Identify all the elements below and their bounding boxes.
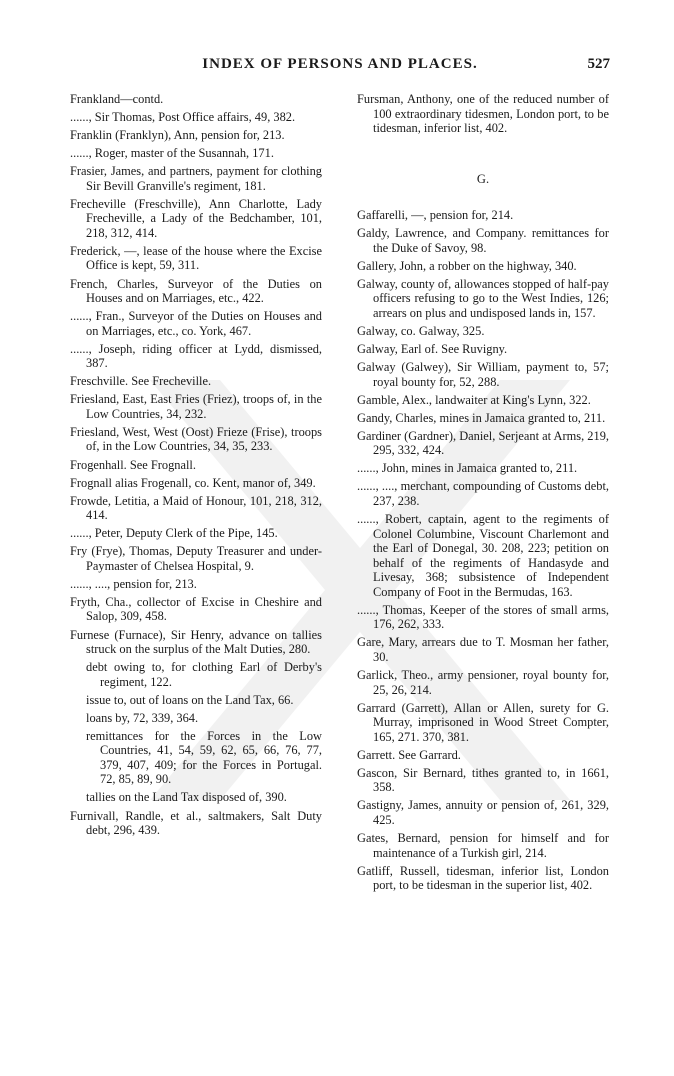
index-entry: Gare, Mary, arrears due to T. Mosman her father, 30. [357, 635, 609, 664]
index-entry: Frasier, James, and partners, payment for clothing Sir Bevill Granville's regiment, 181. [70, 164, 322, 193]
index-entry: Gardiner (Gardner), Daniel, Serjeant at Arms, 219, 295, 332, 424. [357, 428, 609, 458]
section-letter: G. [476, 171, 490, 186]
index-entry: ......, John, mines in Jamaica granted to, 211. [357, 461, 578, 476]
index-entry: ......, Roger, master of the Susannah, 171. [70, 146, 274, 161]
page-header [70, 48, 610, 78]
index-entry: Friesland, West, West (Oost) Frieze (Frise), troops of, in the Low Countries, 34, 35, 233. [70, 424, 322, 454]
index-entry: Garlick, Theo., army pensioner, royal bounty for, 25, 26, 214. [357, 668, 609, 697]
index-entry: Freschville. See Frecheville. [70, 374, 212, 389]
index-entry: ......, ...., pension for, 213. [70, 576, 197, 591]
page-title: INDEX OF PERSONS AND PLACES. [202, 56, 478, 72]
index-entry: Gastigny, James, annuity or pension of, 261, 329, 425. [357, 798, 609, 827]
index-subentry: remittances for the Forces in the Low Countries, 41, 54, 59, 62, 65, 66, 76, 77, 379, 407, 409; for the Forces in Portugal. 72, 85, 89, 90. [86, 728, 322, 787]
index-entry: Gaffarelli, —, pension for, 214. [357, 208, 514, 223]
index-entry: ......, Joseph, riding officer at Lydd, dismissed, 387. [70, 341, 322, 371]
index-entry: Galway (Galwey), Sir William, payment to, 57; royal bounty for, 52, 288. [357, 360, 609, 389]
index-entry: Galway, Earl of. See Ruvigny. [357, 342, 508, 357]
index-subentry: issue to, out of loans on the Land Tax, 66. [86, 692, 294, 707]
index-entry: Fryth, Cha., collector of Excise in Cheshire and Salop, 309, 458. [70, 594, 322, 624]
index-entry: ......, Fran., Surveyor of the Duties on Houses and on Marriages, etc., co. York, 467. [70, 309, 322, 338]
index-entry: Frowde, Letitia, a Maid of Honour, 101, 218, 312, 414. [70, 493, 322, 523]
index-subentry: tallies on the Land Tax disposed of, 390. [86, 790, 287, 805]
index-entry: ......, Robert, captain, agent to the regiments of Colonel Columbine, Viscount Charlemont and the Earl of Donegal, 30. 208, 223; petition on behalf of the regiments of Handasyde and Livesay, 368; subsistence of Independent Company of Foot in the Bermudas, 163. [357, 512, 609, 599]
index-entry: Fursman, Anthony, one of the reduced number of 100 extraordinary tidesmen, London port, to be tidesman, inferior list, 402. [357, 92, 609, 136]
index-entry: Galway, co. Galway, 325. [357, 324, 485, 339]
index-entry: ......, Peter, Deputy Clerk of the Pipe, 145. [70, 526, 278, 541]
index-entry: Galway, county of, allowances stopped of half-pay officers refusing to go to the West Indies, 126; arrears on plus and undisposed lands in, 157. [357, 276, 609, 320]
index-entry: Friesland, East, East Fries (Friez), troops of, in the Low Countries, 34, 232. [70, 392, 322, 421]
index-entry: Frederick, —, lease of the house where the Excise Office is kept, 59, 311. [70, 243, 322, 273]
index-column-right [357, 92, 609, 896]
index-entry: Furnese (Furnace), Sir Henry, advance on tallies struck on the surplus of the Malt Duties, 280. [70, 627, 322, 657]
index-entry: Frogenhall. See Frognall. [70, 457, 196, 472]
index-entry: French, Charles, Surveyor of the Duties on Houses and on Marriages, etc., 422. [70, 276, 322, 306]
index-entry: Franklin (Franklyn), Ann, pension for, 213. [70, 128, 285, 143]
index-entry: Gamble, Alex., landwaiter at King's Lynn, 322. [357, 392, 591, 407]
index-column-left [70, 92, 322, 841]
index-subentry: loans by, 72, 339, 364. [86, 710, 199, 725]
index-entry: ......, ...., merchant, compounding of Customs debt, 237, 238. [357, 479, 609, 508]
index-entry: Galdy, Lawrence, and Company. remittances for the Duke of Savoy, 98. [357, 226, 609, 255]
index-entry: Furnivall, Randle, et al., saltmakers, Salt Duty debt, 296, 439. [70, 808, 322, 838]
continued-heading: Frankland—contd. [70, 92, 164, 106]
index-subentry: debt owing to, for clothing Earl of Derby's regiment, 122. [86, 660, 322, 689]
index-entry: Gascon, Sir Bernard, tithes granted to, in 1661, 358. [357, 765, 609, 795]
index-entry: Frognall alias Frogenall, co. Kent, manor of, 349. [70, 475, 316, 490]
page-number: 527 [587, 56, 610, 72]
index-entry: Gatliff, Russell, tidesman, inferior list, London port, to be tidesman in the superior list, 402. [357, 863, 609, 893]
index-entry: Gates, Bernard, pension for himself and for maintenance of a Turkish girl, 214. [357, 830, 609, 860]
index-entry: Frecheville (Freschville), Ann Charlotte, Lady Frecheville, a Lady of the Bedchamber, 101, 218, 312, 414. [70, 196, 322, 240]
index-entry: Fry (Frye), Thomas, Deputy Treasurer and under-Paymaster of Chelsea Hospital, 9. [70, 544, 322, 573]
index-entry: Garrett. See Garrard. [357, 747, 461, 762]
index-entry: ......, Sir Thomas, Post Office affairs, 49, 382. [70, 110, 296, 125]
index-entry: Garrard (Garrett), Allan or Allen, surety for G. Murray, imprisoned in Wood Street Compter, 165, 271. 370, 381. [357, 700, 609, 744]
index-entry: Gandy, Charles, mines in Jamaica granted to, 211. [357, 410, 606, 425]
index-entry: Gallery, John, a robber on the highway, 340. [357, 258, 577, 273]
index-entry: ......, Thomas, Keeper of the stores of small arms, 176, 262, 333. [357, 602, 609, 632]
